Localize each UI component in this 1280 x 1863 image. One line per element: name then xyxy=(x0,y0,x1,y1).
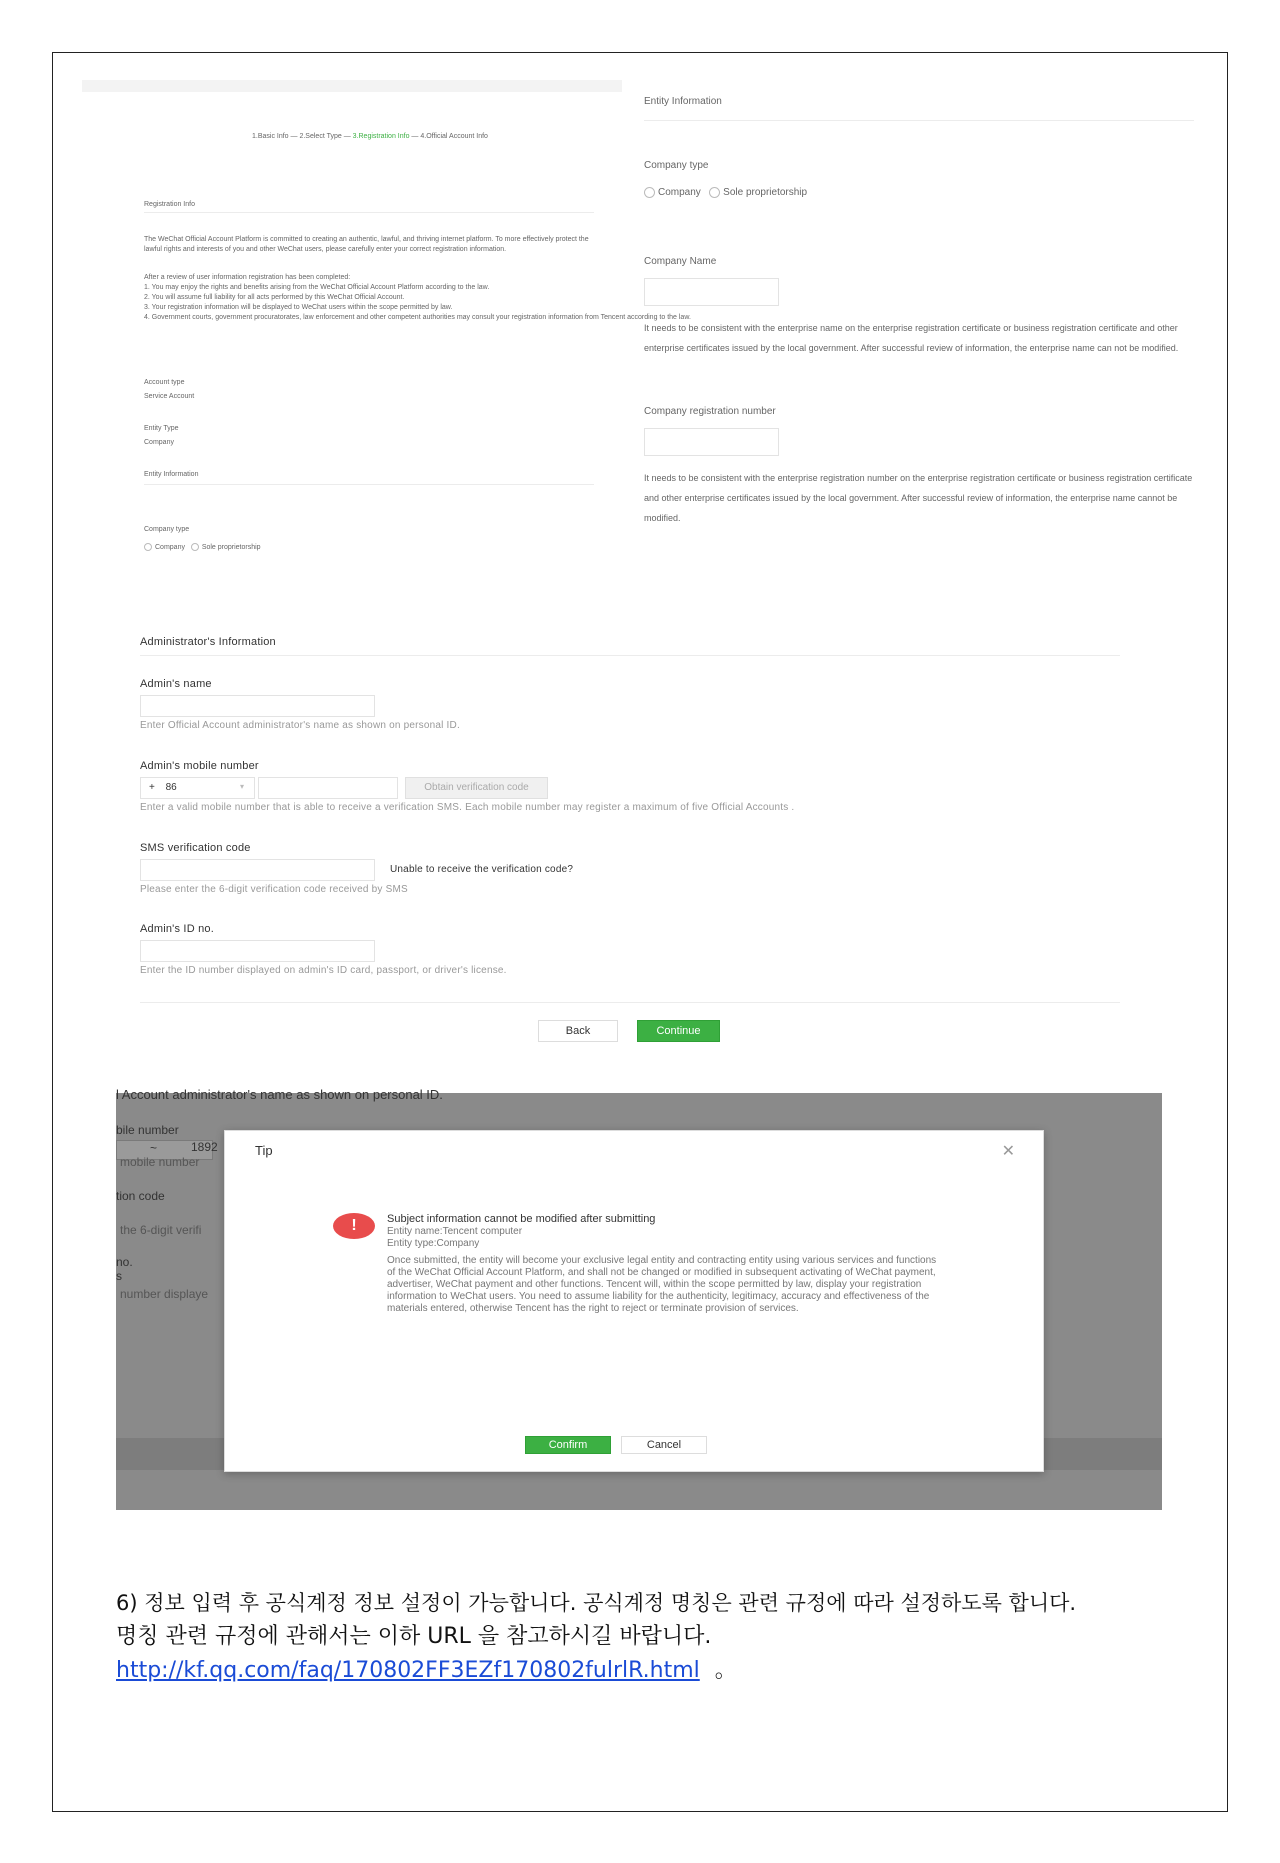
divider xyxy=(140,655,1120,656)
entity-type-label: Entity Type xyxy=(144,425,179,432)
sms-label: SMS verification code xyxy=(140,842,251,854)
id-label: Admin's ID no. xyxy=(140,923,214,935)
admin-name-input[interactable] xyxy=(140,695,375,717)
company-type-label: Company type xyxy=(644,160,709,171)
bg-dash: ~ xyxy=(150,1141,158,1155)
bg-line-3: 1892 xyxy=(191,1140,218,1154)
continue-button[interactable]: Continue xyxy=(637,1020,720,1042)
entity-info-label: Entity Information xyxy=(144,471,199,478)
obtain-code-button[interactable]: Obtain verification code xyxy=(405,777,548,799)
step-1: 1.Basic Info xyxy=(252,133,289,140)
dialog-headline: Subject information cannot be modified after submitting xyxy=(387,1213,656,1225)
account-type-value: Service Account xyxy=(144,393,195,400)
radio-company-label: Company xyxy=(658,187,701,199)
admin-name-hint: Enter Official Account administrator's name as shown on personal ID. xyxy=(140,720,460,731)
radio-sole[interactable] xyxy=(709,187,720,198)
divider xyxy=(144,484,594,485)
account-type-label: Account type xyxy=(144,379,185,386)
close-icon[interactable]: ✕ xyxy=(1001,1143,1015,1160)
radio-company-label: Company xyxy=(155,544,185,551)
right-screenshot xyxy=(640,80,1200,523)
bg-line-6: the 6-digit verifi xyxy=(120,1223,202,1237)
sms-hint: Please enter the 6-digit verification code received by SMS xyxy=(140,884,408,895)
bg-line-5: tion code xyxy=(116,1189,165,1203)
bg-line-9: number displaye xyxy=(120,1287,209,1301)
mobile-hint: Enter a valid mobile number that is able to receive a verification SMS. Each mobile number may register a maximum of five Official Accounts . xyxy=(140,802,795,813)
entity-info-title: Entity Information xyxy=(644,96,722,107)
company-name-label: Company Name xyxy=(644,256,717,267)
section-title: Registration Info xyxy=(144,201,195,208)
country-code-select[interactable] xyxy=(140,777,255,799)
admin-section-title: Administrator's Information xyxy=(140,636,276,648)
bg-line-4: mobile number xyxy=(120,1155,200,1169)
company-type-label: Company type xyxy=(144,526,190,533)
note-line-2: 명칭 관련 규정에 관해서는 이하 URL 을 참고하시길 바랍니다. xyxy=(116,1624,712,1649)
radio-company[interactable] xyxy=(644,187,655,198)
point-1: 1. You may enjoy the rights and benefits arising from the WeChat Official Account Platform according to the law. xyxy=(144,284,490,291)
after-review-text: After a review of user information registration has been completed: xyxy=(144,274,351,281)
radio-sole[interactable] xyxy=(191,543,199,551)
mobile-label: Admin's mobile number xyxy=(140,760,259,772)
note-link-line xyxy=(116,1654,1196,1688)
step-bar: 1.Basic Info — 2.Select Type — 3.Registration Info — 4.Official Account Info xyxy=(252,133,488,140)
id-hint: Enter the ID number displayed on admin's ID card, passport, or driver's license. xyxy=(140,965,507,976)
bg-line-8: s xyxy=(116,1269,122,1283)
admin-name-label: Admin's name xyxy=(140,678,212,690)
intro-text: The WeChat Official Account Platform is committed to creating an authentic, lawful, and thriving internet platform. To more effectively protect the lawful rights and interests of you and other WeChat users, please carefully enter your correct registration information. xyxy=(144,236,589,253)
bg-line-7: no. xyxy=(116,1255,133,1269)
divider xyxy=(140,1002,1120,1003)
dialog-body: Once submitted, the entity will become your exclusive legal entity and contracting entity using various services and functions of the WeChat Official Account Platform, and shall not be changed or modified in subsequent activating of WeChat payment, advertiser, WeChat payment and other functions. Tencent will, within the scope permitted by law, display your registration information to WeChat users. You need to assume liability for the authenticity, legitimacy, accuracy and effectiveness of the materials entered, otherwise Tencent has the right to reject or terminate provision of services. xyxy=(387,1255,937,1314)
point-3: 3. Your registration information will be displayed to WeChat users within the scope permitted by law. xyxy=(144,304,453,311)
bg-line-2: bile number xyxy=(116,1123,179,1137)
warning-icon xyxy=(333,1213,375,1239)
radio-sole-label: Sole proprietorship xyxy=(723,187,808,199)
step-3: 3.Registration Info xyxy=(352,133,410,140)
note-trailing-mark: 。 xyxy=(714,1658,737,1683)
company-name-input[interactable] xyxy=(644,278,779,306)
company-name-hint: It needs to be consistent with the enterprise name on the enterprise registration certificate or business registration certificate and other enterprise certificates issued by the local government. After successful review of information, the enterprise name can not be modified. xyxy=(644,323,1179,353)
note-line-1: 6) 정보 입력 후 공식계정 정보 설정이 가능합니다. 공식계정 명칭은 관련 규정에 따라 설정하도록 합니다. xyxy=(116,1591,1077,1615)
reg-number-label: Company registration number xyxy=(644,406,776,417)
korean-note xyxy=(116,1586,1196,1688)
company-type-options xyxy=(644,187,807,198)
radio-company[interactable] xyxy=(144,543,152,551)
entity-type-text: Entity type:Company xyxy=(387,1238,480,1249)
warning-glyph: ! xyxy=(351,1217,357,1234)
back-button[interactable]: Back xyxy=(538,1020,618,1042)
modal-screenshot xyxy=(116,1087,1162,1510)
tip-dialog xyxy=(224,1130,1044,1472)
admin-form xyxy=(130,620,1130,1050)
confirm-button[interactable]: Confirm xyxy=(525,1436,611,1454)
top-bar xyxy=(82,80,622,92)
step-4: 4.Official Account Info xyxy=(420,133,488,140)
sms-input[interactable] xyxy=(140,859,375,881)
reg-number-hint: It needs to be consistent with the enterprise registration number on the enterprise registration certificate or business registration certificate and other enterprise certificates issued by the local government. After successful review of information, the enterprise name cannot be modified. xyxy=(644,473,1193,523)
country-plus: + xyxy=(149,782,155,793)
chevron-down-icon: ▾ xyxy=(239,782,244,791)
point-2: 2. You will assume full liability for all acts performed by this WeChat Official Account. xyxy=(144,294,405,301)
divider xyxy=(644,120,1194,121)
tip-title: Tip xyxy=(255,1143,273,1158)
radio-sole-label: Sole proprietorship xyxy=(201,544,261,551)
divider xyxy=(144,212,594,213)
bg-line-1: l Account administrator's name as shown on personal ID. xyxy=(116,1087,443,1102)
entity-name-text: Entity name:Tencent computer xyxy=(387,1226,523,1237)
step-2: 2.Select Type xyxy=(299,133,342,140)
company-type-options xyxy=(144,543,261,553)
faq-link[interactable]: http://kf.qq.com/faq/170802FF3EZf170802fulrlR.html xyxy=(116,1658,700,1683)
id-input[interactable] xyxy=(140,940,375,962)
entity-type-value: Company xyxy=(144,439,174,446)
sms-help-link[interactable]: Unable to receive the verification code? xyxy=(390,864,574,875)
reg-number-input[interactable] xyxy=(644,428,779,456)
country-code: 86 xyxy=(165,782,177,793)
point-4: 4. Government courts, government procuratorates, law enforcement and other competent authorities may consult your registration information from Tencent according to the law. xyxy=(144,314,691,321)
mobile-input[interactable] xyxy=(258,777,398,799)
cancel-button[interactable]: Cancel xyxy=(621,1436,707,1454)
